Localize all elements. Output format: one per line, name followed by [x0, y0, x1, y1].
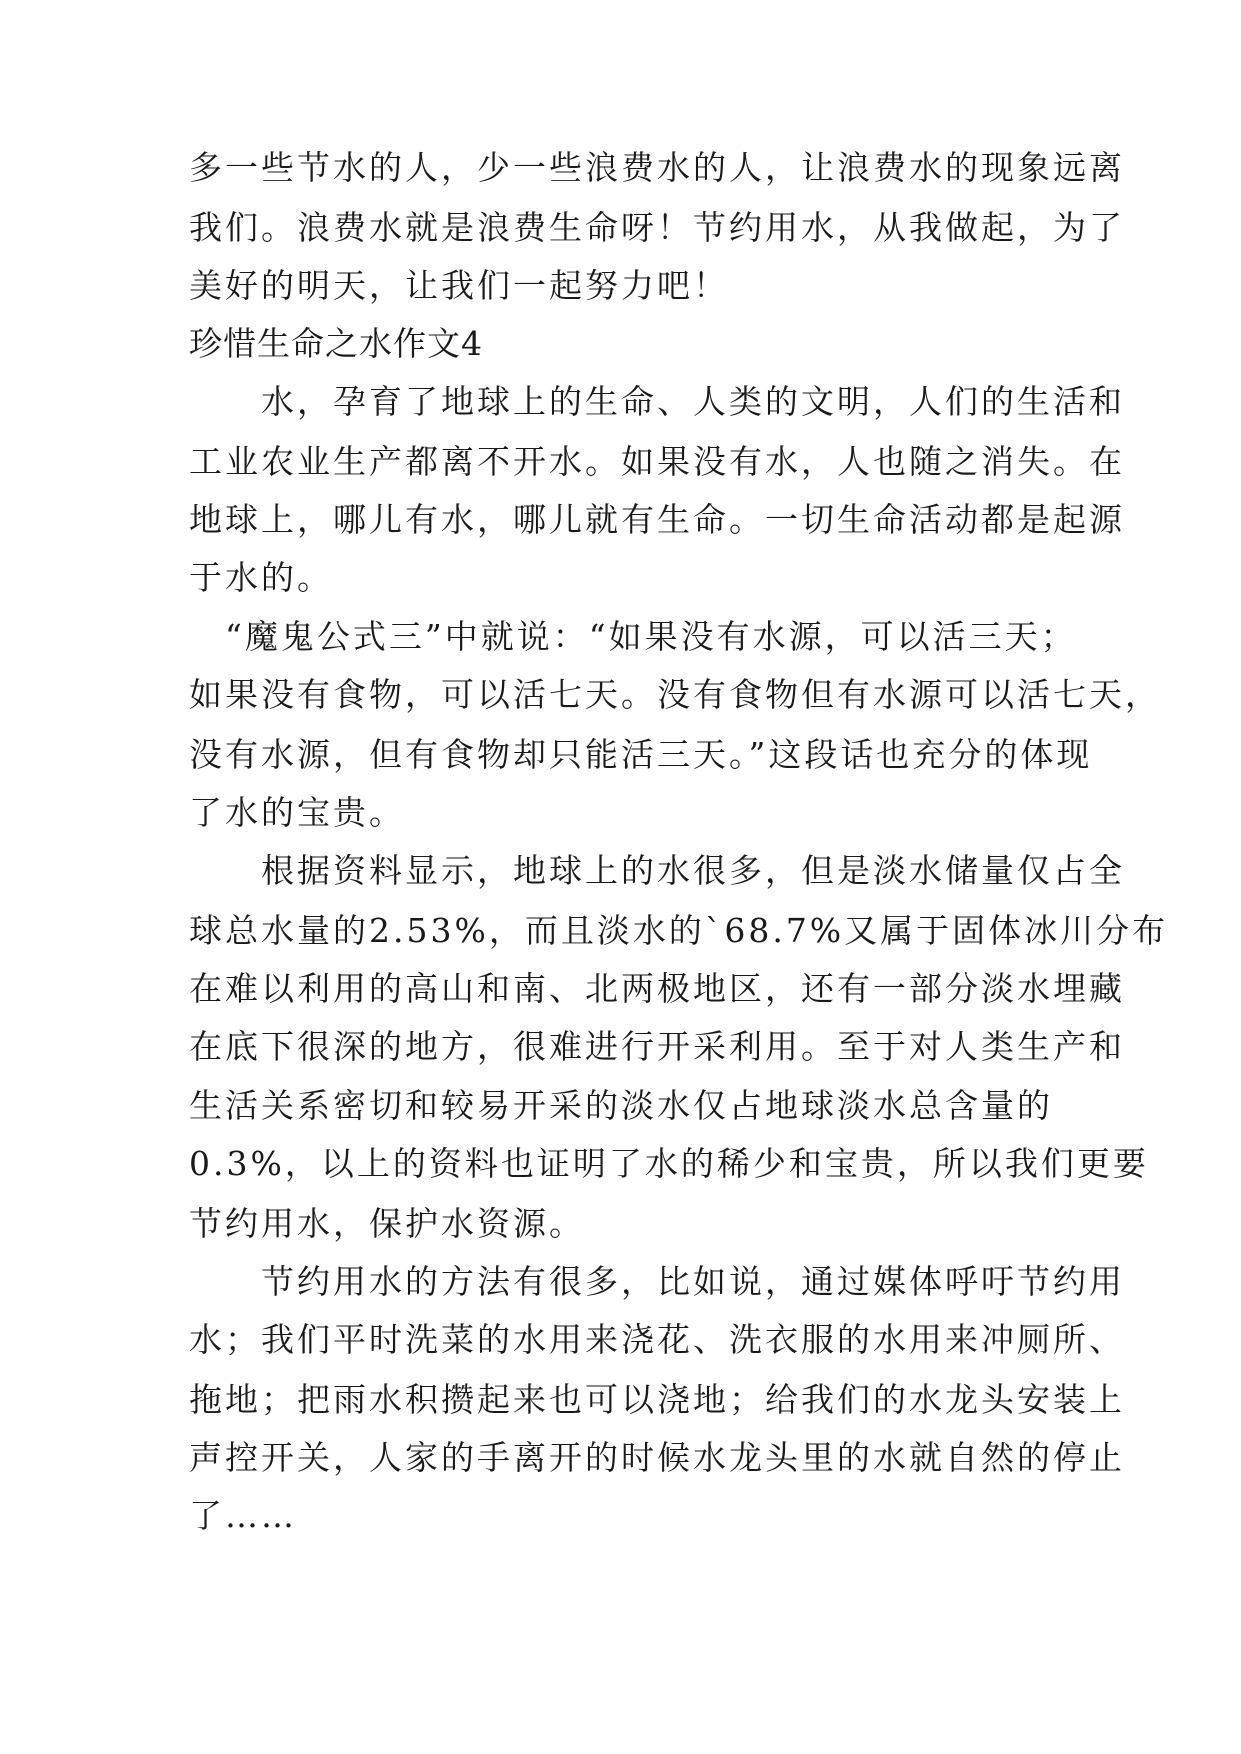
text-line: 了…… [189, 1496, 297, 1535]
text-line: 声控开关，人家的手离开的时候水龙头里的水就自然的停止 [189, 1438, 1125, 1477]
text-line: 在难以利用的高山和南、北两极地区，还有一部分淡水埋藏 [189, 969, 1125, 1008]
text-line: 水，孕育了地球上的生命、人类的文明，人们的生活和 [189, 382, 1125, 421]
section-title: 珍惜生命之水作文4 [189, 324, 483, 363]
text-line: 球总水量的2.53%，而且淡水的`68.7%又属于固体冰川分布 [189, 911, 1169, 950]
text-line: 了水的宝贵。 [189, 793, 405, 832]
text-line: 工业农业生产都离不开水。如果没有水，人也随之消失。在 [189, 442, 1125, 481]
text-line: 如果没有食物，可以活七天。没有食物但有水源可以活七天， [189, 675, 1161, 714]
text-line: 生活关系密切和较易开采的淡水仅占地球淡水总含量的 [189, 1086, 1053, 1125]
text-line: 地球上，哪儿有水，哪儿就有生命。一切生命活动都是起源 [189, 500, 1125, 539]
text-line: 节约用水的方法有很多，比如说，通过媒体呼吁节约用 [189, 1262, 1125, 1301]
text-line: 拖地；把雨水积攒起来也可以浇地；给我们的水龙头安装上 [189, 1380, 1125, 1419]
text-line: “魔鬼公式三”中就说：“如果没有水源，可以活三天； [189, 617, 1077, 656]
text-line: 于水的。 [189, 558, 333, 597]
text-line: 在底下很深的地方，很难进行开采利用。至于对人类生产和 [189, 1027, 1125, 1066]
text-line: 多一些节水的人，少一些浪费水的人，让浪费水的现象远离 [189, 148, 1125, 187]
text-line: 节约用水，保护水资源。 [189, 1204, 585, 1243]
text-line: 美好的明天，让我们一起努力吧！ [189, 266, 729, 305]
text-line: 我们。浪费水就是浪费生命呀！节约用水，从我做起，为了 [189, 208, 1125, 247]
text-line: 水；我们平时洗菜的水用来浇花、洗衣服的水用来冲厕所、 [189, 1320, 1125, 1359]
text-line: 根据资料显示，地球上的水很多，但是淡水储量仅占全 [189, 851, 1125, 890]
text-line: 0.3%，以上的资料也证明了水的稀少和宝贵，所以我们更要 [189, 1144, 1149, 1183]
text-line: 没有水源，但有食物却只能活三天。”这段话也充分的体现 [189, 735, 1093, 774]
